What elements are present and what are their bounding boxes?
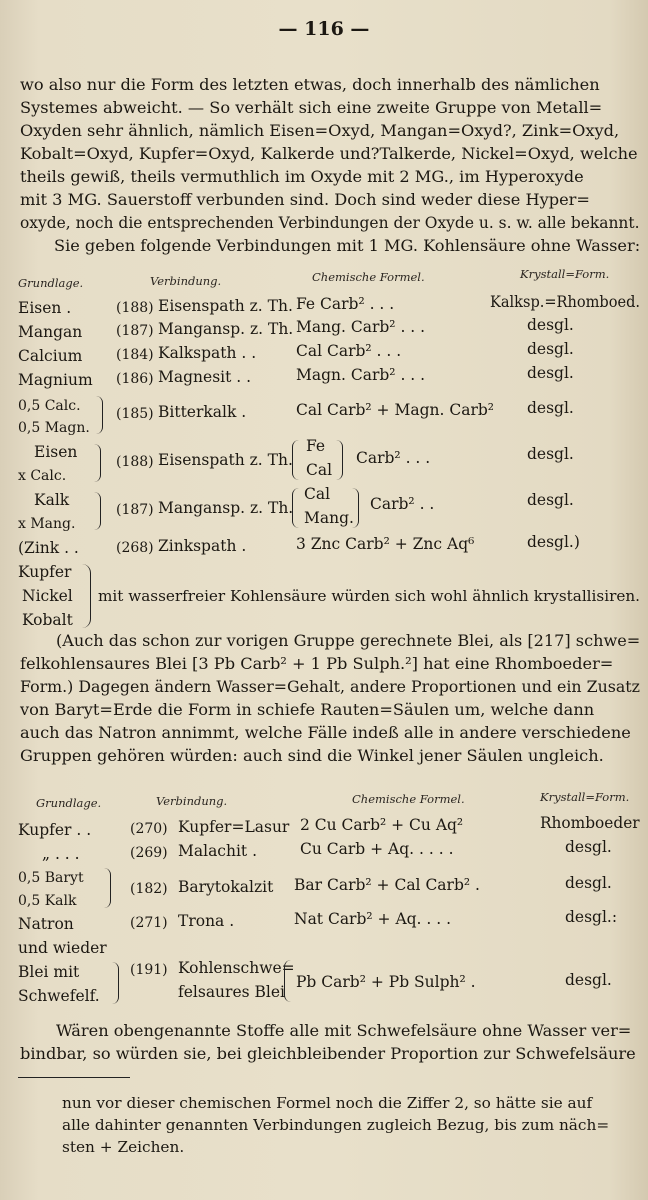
footnote-rule bbox=[18, 1077, 130, 1078]
table-cell-number: (185) bbox=[116, 406, 154, 422]
text-line: (Auch das schon zur vorigen Gruppe gerechnete Blei, als [217] schwe= bbox=[56, 631, 641, 650]
table-cell-crystal: Kalksp.=Rhomboed. bbox=[490, 293, 641, 311]
brace bbox=[82, 564, 91, 628]
footnote-line: alle dahinter genannten Verbindungen zugleich Bezug, bis zum näch= bbox=[62, 1116, 610, 1134]
text-line: theils gewiß, theils vermuthlich im Oxyde mit 2 MG., im Hyperoxyde bbox=[20, 167, 584, 186]
table-cell-crystal: desgl. bbox=[527, 445, 574, 463]
table-cell-crystal: desgl.) bbox=[527, 533, 580, 551]
table-cell-number: (191) bbox=[130, 962, 168, 978]
table-cell-crystal: desgl. bbox=[527, 399, 574, 417]
table-cell-crystal: desgl. bbox=[565, 838, 612, 856]
table-cell-base: Eisen . bbox=[18, 299, 72, 317]
table-cell-compound: Malachit . bbox=[178, 842, 258, 860]
column-header-formula: Chemische Formel. bbox=[312, 270, 425, 284]
text-line: oxyde, noch die entsprechenden Verbindungen der Oxyde u. s. w. alle bekannt. bbox=[20, 213, 640, 232]
footnote-line: sten + Zeichen. bbox=[62, 1138, 185, 1156]
brace bbox=[104, 868, 111, 908]
table-cell-base: „ . . . bbox=[42, 845, 80, 863]
table-cell-number: (188) bbox=[116, 454, 154, 470]
brace bbox=[336, 440, 343, 480]
table-cell-formula-bottom: Mang. bbox=[304, 509, 354, 527]
brace bbox=[94, 444, 101, 482]
table-cell-base: Mangan bbox=[18, 323, 83, 341]
text-line: Sie geben folgende Verbindungen mit 1 MG. Kohlensäure ohne Wasser: bbox=[54, 236, 641, 255]
table-cell-formula: Nat Carb² + Aq. . . . bbox=[294, 910, 452, 928]
table-cell-formula: Cal Carb² + Magn. Carb² bbox=[296, 401, 494, 419]
table-cell-number: (186) bbox=[116, 371, 154, 387]
table-cell-formula: Pb Carb² + Pb Sulph² . bbox=[296, 973, 476, 991]
brace bbox=[94, 492, 101, 530]
text-line: Oxyden sehr ähnlich, nämlich Eisen=Oxyd, Mangan=Oxyd?, Zink=Oxyd, bbox=[20, 121, 620, 140]
table-cell-base: Calcium bbox=[18, 347, 83, 365]
table-cell-base: Natron bbox=[18, 915, 74, 933]
table-cell-compound: Trona . bbox=[178, 912, 235, 930]
text-line: auch das Natron annimmt, welche Fälle indeß alle in andere verschiedene bbox=[20, 723, 631, 742]
table-cell-formula: Mang. Carb² . . . bbox=[296, 318, 426, 336]
table-cell-number: (182) bbox=[130, 881, 168, 897]
text-line: Gruppen gehören würden: auch sind die Winkel jener Säulen ungleich. bbox=[20, 746, 604, 765]
table-cell-number: (188) bbox=[116, 300, 154, 316]
brace bbox=[112, 962, 119, 1004]
table-cell-compound: Magnesit . . bbox=[158, 368, 252, 386]
table-cell-crystal: desgl. bbox=[565, 971, 612, 989]
text-line: mit 3 MG. Sauerstoff verbunden sind. Doch sind weder diese Hyper= bbox=[20, 190, 590, 209]
table-cell-number: (268) bbox=[116, 540, 154, 556]
table-cell-crystal: desgl. bbox=[527, 364, 574, 382]
table-cell-base: und wieder bbox=[18, 939, 107, 957]
text-line: Systemes abweicht. — So verhält sich eine zweite Gruppe von Metall= bbox=[20, 98, 603, 117]
table-cell-number: (269) bbox=[130, 845, 168, 861]
table-cell-formula: 2 Cu Carb² + Cu Aq² bbox=[300, 816, 464, 834]
column-header-crystal: Krystall=Form. bbox=[520, 267, 610, 281]
table-cell-number: (270) bbox=[130, 821, 168, 837]
table-cell-formula: Cal Carb² . . . bbox=[296, 342, 402, 360]
brace bbox=[284, 960, 291, 1002]
brace bbox=[292, 488, 299, 528]
table-cell-formula: Magn. Carb² . . . bbox=[296, 366, 426, 384]
column-header-crystal: Krystall=Form. bbox=[540, 790, 630, 804]
table-cell-compound-second: felsaures Blei bbox=[178, 983, 285, 1001]
table-cell-base: Eisen bbox=[34, 443, 78, 461]
table-cell-compound: Bitterkalk . bbox=[158, 403, 247, 421]
table-cell-formula: Carb² . . . bbox=[356, 449, 431, 467]
text-line: bindbar, so würden sie, bei gleichbleibender Proportion zur Schwefelsäure bbox=[20, 1044, 636, 1063]
text-line: felkohlensaures Blei [3 Pb Carb² + 1 Pb Sulph.²] hat eine Rhomboeder= bbox=[20, 654, 614, 673]
text-line: Wären obengenannte Stoffe alle mit Schwefelsäure ohne Wasser ver= bbox=[56, 1021, 632, 1040]
table-cell-base-third: Schwefelf. bbox=[18, 987, 100, 1005]
table-cell-base: Kobalt bbox=[22, 611, 73, 629]
table-cell-base-second: x Calc. bbox=[18, 468, 67, 484]
brace bbox=[96, 396, 103, 434]
table-cell-base: Kupfer . . bbox=[18, 821, 92, 839]
column-header-compound: Verbindung. bbox=[150, 274, 222, 288]
table-cell-base: Kupfer bbox=[18, 563, 72, 581]
table-cell-base: Kalk bbox=[34, 491, 70, 509]
table-cell-compound: Eisenspath z. Th. bbox=[158, 297, 293, 315]
table-cell-formula: Fe Carb² . . . bbox=[296, 295, 395, 313]
table-cell-base-second: 0,5 Magn. bbox=[18, 420, 90, 436]
table-cell-compound: Eisenspath z. Th. bbox=[158, 451, 293, 469]
table-cell-base: 0,5 Baryt bbox=[18, 870, 84, 886]
table-cell-formula: Carb² . . bbox=[370, 495, 435, 513]
text-line: wo also nur die Form des letzten etwas, doch innerhalb des nämlichen bbox=[20, 75, 600, 94]
table-cell-compound: Zinkspath . bbox=[158, 537, 247, 555]
table-cell-crystal: desgl. bbox=[527, 316, 574, 334]
column-header-formula: Chemische Formel. bbox=[352, 792, 465, 806]
column-header-base: Grundlage. bbox=[18, 276, 84, 290]
table-cell-crystal: desgl. bbox=[565, 874, 612, 892]
table-cell-crystal: Rhomboeder bbox=[540, 814, 640, 832]
table-cell-compound: Mangansp. z. Th. bbox=[158, 499, 294, 517]
table-cell-base: Nickel bbox=[22, 587, 73, 605]
footnote-line: nun vor dieser chemischen Formel noch die Ziffer 2, so hätte sie auf bbox=[62, 1094, 593, 1112]
text-line: Form.) Dagegen ändern Wasser=Gehalt, andere Proportionen und ein Zusatz bbox=[20, 677, 640, 696]
table-cell-formula-top: Fe bbox=[306, 437, 326, 455]
table-cell-compound: Kohlenschwe= bbox=[178, 959, 295, 977]
table-cell-crystal: desgl. bbox=[527, 491, 574, 509]
table-cell-base-second: 0,5 Kalk bbox=[18, 893, 77, 909]
table-cell-base: (Zink . . bbox=[18, 539, 79, 557]
table-cell-formula-bottom: Cal bbox=[306, 461, 333, 479]
table-cell-compound: Kalkspath . . bbox=[158, 344, 257, 362]
column-header-compound: Verbindung. bbox=[156, 794, 228, 808]
text-line: von Baryt=Erde die Form in schiefe Rauten=Säulen um, welche dann bbox=[20, 700, 595, 719]
table-cell-base: 0,5 Calc. bbox=[18, 398, 81, 414]
table-cell-number: (271) bbox=[130, 915, 168, 931]
table-cell-number: (187) bbox=[116, 323, 154, 339]
table-cell-base: Magnium bbox=[18, 371, 93, 389]
table-cell-number: (184) bbox=[116, 347, 154, 363]
table-cell-crystal: desgl. bbox=[527, 340, 574, 358]
brace bbox=[352, 488, 359, 528]
table-cell-compound: Mangansp. z. Th. bbox=[158, 320, 294, 338]
brace bbox=[292, 440, 299, 480]
table-cell-base-second: x Mang. bbox=[18, 516, 76, 532]
group-note: mit wasserfreier Kohlensäure würden sich wohl ähnlich krystallisiren. bbox=[98, 587, 640, 605]
table-cell-compound: Kupfer=Lasur bbox=[178, 818, 290, 836]
table-cell-number: (187) bbox=[116, 502, 154, 518]
table-cell-formula: Cu Carb + Aq. . . . . bbox=[300, 840, 454, 858]
text-line: Kobalt=Oxyd, Kupfer=Oxyd, Kalkerde und?Talkerde, Nickel=Oxyd, welche bbox=[20, 144, 638, 163]
table-cell-compound: Barytokalzit bbox=[178, 878, 274, 896]
table-cell-crystal: desgl.: bbox=[565, 908, 618, 926]
table-cell-formula-top: Cal bbox=[304, 485, 331, 503]
page-number: — 116 — bbox=[278, 18, 370, 40]
table-cell-formula: Bar Carb² + Cal Carb² . bbox=[294, 876, 480, 894]
table-cell-base-second: Blei mit bbox=[18, 963, 80, 981]
table-cell-formula: 3 Znc Carb² + Znc Aq⁶ bbox=[296, 535, 475, 553]
column-header-base: Grundlage. bbox=[36, 796, 102, 810]
